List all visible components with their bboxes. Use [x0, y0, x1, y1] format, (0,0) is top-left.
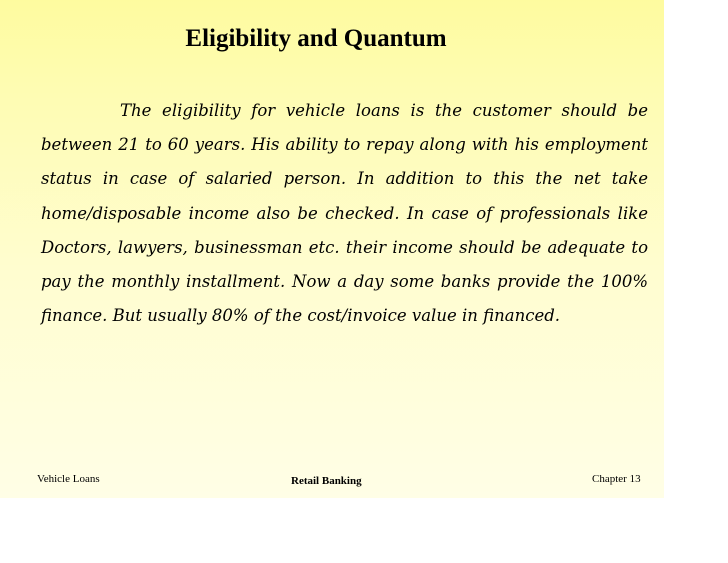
footer-left-label: Vehicle Loans — [37, 473, 100, 485]
footer-center-label: Retail Banking — [291, 475, 362, 487]
slide-body-text: The eligibility for vehicle loans is the customer should be between 21 to 60 years. His ability to repay along with his employment status in case of salaried person. In addition to this the net take home/disposable income also be checked. In case of professionals like Doctors, lawyers, businessman etc. their income should be adequate to pay the monthly installment. Now a day some banks provide the 100% finance. But usually 80% of the cost/invoice value in financed. — [41, 101, 648, 326]
slide-title: Eligibility and Quantum — [185, 25, 447, 52]
footer-right-label: Chapter 13 — [592, 473, 641, 485]
